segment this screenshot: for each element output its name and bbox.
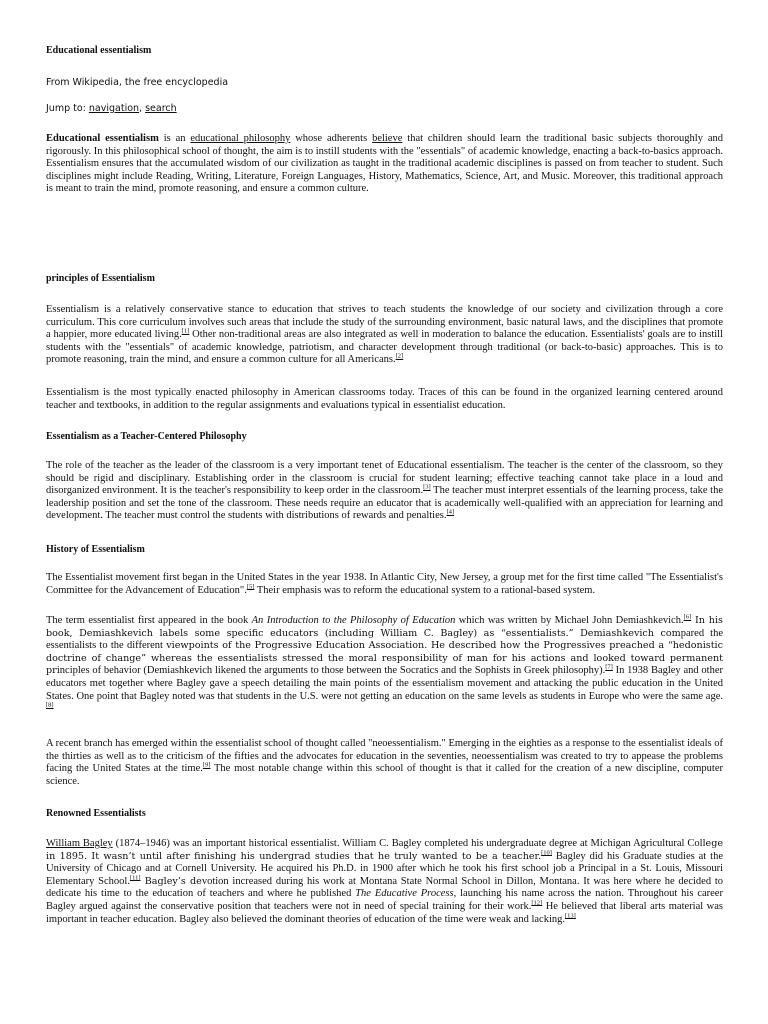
section-heading-teacher-centered: Essentialism as a Teacher-Centered Philosophy — [46, 431, 247, 442]
paragraph-text: In 1938 Bagley and other educators met together where Bagley gave a speech detailing the main points of the essentialism movement and attacking the public education in the United States. One point that Bagley noted was that students in the U.S. were not getting an education on the same levels as students in Europe who were the same age. — [46, 665, 723, 702]
search-link[interactable]: search — [145, 103, 177, 114]
book-title: An Introduction to the Philosophy of Education — [251, 615, 456, 626]
citation-link[interactable]: [10] — [541, 849, 552, 857]
paragraph-text: Their emphasis was to reform the educational system to a rational-based system. — [254, 584, 596, 596]
paragraph-text: The teacher must interpret essentials of the learning process, take the leadership position and set the tone of the classroom. These needs require an educator that is academically well-qualified with an appreciation for learning and development. The teacher must control the students with distributions of rewards and penalties. — [46, 485, 724, 522]
believe-link[interactable]: believe — [372, 133, 403, 144]
section-heading-history: History of Essentialism — [46, 544, 145, 555]
principles-paragraph-2: Essentialism is the most typically enacted philosophy in American classrooms today. Traces of this can be found in the organized learning centered around teacher and textbooks, in addition to the regular assignments and evaluations typical in essentialist education. — [46, 387, 723, 411]
paragraph-text: ege in 1895. It wasn’t until after finishing his undergrad studies that he truly wanted to be a teacher. — [46, 838, 724, 862]
paragraph-text: pared the essentialists to the different — [46, 627, 723, 652]
educational-philosophy-link[interactable]: educational philosophy — [190, 133, 291, 144]
paragraph-text: The Essentialist movement first began in the United States in the year 1938. In Atlantic City, New Jersey, a group met for the first time called "The Essentialist's Committee for the Advancement of Education". — [46, 572, 723, 596]
teacher-paragraph — [46, 460, 723, 523]
intro-paragraph — [46, 133, 723, 196]
paragraph-text: , launching his name across the nation. Throughout his career Bagley argued against the conservative position that teachers were not in need of special training for their work. — [46, 888, 723, 912]
paragraph-text: He believed that liberal arts material was important in teacher education. Bagley also believed the dominant theories of education of the time were weak and lacking. — [46, 900, 723, 925]
paragraph-text: Essentialism is a relatively conservative stance to education that strives to teach students the knowledge of our society and civilization through a core curriculum. This core curriculum involves such areas that include the study of the surrounding environment, basic natural laws, and the disciplines that promote a happier, more educated living. — [46, 304, 723, 341]
citation-link[interactable]: [4] — [446, 508, 455, 516]
paragraph-text: In his book, Demiashkevich labels some specific educators (including William C. Bagley) as “essentialists.” Demiashkevich com — [46, 615, 723, 639]
section-heading-renowned: Renowned Essentialists — [46, 808, 146, 819]
intro-text: whose adherents — [290, 133, 373, 144]
citation-link[interactable]: [7] — [605, 663, 613, 671]
jump-separator: , — [139, 103, 146, 114]
paragraph-text: Bagley did his Graduate studies at the University of Chicago and at Cornell University. He acquired his Ph.D. in 1900 after which he took his first school job a Principal in a St. Louis, Missouri Elementary School. — [46, 850, 723, 887]
citation-link[interactable]: [8] — [46, 701, 54, 709]
paragraph-text: A recent branch has emerged within the essentialist school of thought called "neoessentialism." Emerging in the eighties as a response to the essentialist ideals of the thirties as well as to the criticism of the fifties and the advocates for education in the seventies, neoessentialism was created to try to appease the problems facing the United States at the time. — [46, 738, 723, 775]
citation-link[interactable]: [9] — [202, 761, 211, 769]
section-heading-principles: principles of Essentialism — [46, 273, 155, 284]
citation-link[interactable]: [1] — [181, 327, 190, 335]
principles-paragraph-1 — [46, 304, 723, 367]
navigation-link[interactable]: navigation — [88, 103, 140, 114]
paragraph-text: The term essentialist first appeared in the book — [46, 615, 252, 626]
paragraph-text: Other non-traditional areas are also integrated as well in moderation to balance the education. Essentialists' goals are to instill students with the "essentials" of academic knowledge, patriotism, and character development through traditional (or back-to-basic) approaches. This is to promote reasoning, train the mind, and ensure a common culture for all Americans. — [46, 329, 724, 366]
paragraph-text: The most notable change within this school of thought is that it called for the creation of a new discipline, computer science. — [46, 763, 723, 787]
paragraph-text: nciples of behavior (Demiashkevich likened the arguments to those between the Socratics and the Sophists in Greek philosophy). — [59, 665, 606, 677]
history-paragraph-3 — [46, 738, 723, 788]
citation-link[interactable]: [5] — [246, 583, 255, 591]
citation-link[interactable]: [11] — [129, 874, 141, 882]
citation-link[interactable]: [3] — [423, 483, 431, 491]
citation-link[interactable]: [6] — [683, 613, 692, 621]
paragraph-text: viewpoints of the Progressive Education Association. He described how the Progressives preached a “hedonistic doctrine of change” whereas the essentialists stressed the moral responsibility of man for his actions and looked toward permanent pri — [46, 640, 723, 677]
lead-term: Educational essentialism — [46, 133, 159, 144]
citation-link[interactable]: [13] — [564, 912, 576, 920]
citation-link[interactable]: [12] — [531, 899, 543, 907]
paragraph-text: Bagley’s de — [140, 875, 202, 887]
intro-text: that children should learn the traditional basic subjects thoroughly and rigorously. In this philosophical school of thought, the aim is to instill students with the "essentials" of academic knowledge, enacting a back-to-basics approach. Essentialism ensures that the accumulated wisdom of our civilization as taught in the traditional academic disciplines is passed on from teacher to student. Such disciplines might include Reading, Writing, Literature, Foreign Languages, History, Mathematics, Science, Art, and Music. Moreover, this traditional approach is meant to train the mind, promote reasoning, and ensure a common culture. — [46, 133, 723, 195]
paragraph-text: which was written by Michael John Demiashkevich. — [455, 615, 684, 626]
intro-text: is an — [158, 133, 191, 144]
paragraph-text: votion increased during his work at Montana State Normal School in Dillon, Montana. It was here where he decided to dedicate his time to the education of teachers and where he published — [46, 875, 724, 900]
page-subtitle: From Wikipedia, the free encyclopedia — [46, 77, 229, 88]
history-paragraph-2 — [46, 615, 723, 716]
history-paragraph-1 — [46, 572, 723, 597]
paragraph-text: (1874–1946) was an important historical essentialist. William C. Bagley completed his undergraduate degree at Michigan Agricultural Coll — [112, 838, 706, 849]
jump-prefix: Jump to: — [46, 103, 89, 114]
william-bagley-link[interactable]: William Bagley — [46, 838, 113, 849]
page-title: Educational essentialism — [46, 45, 152, 56]
renowned-paragraph — [46, 838, 723, 926]
book-title: The Educative Process — [355, 888, 454, 900]
paragraph-text: The role of the teacher as the leader of the classroom is a very important tenet of Educational essentialism. The teacher is the center of the classroom, so they should be rigid and disciplinary. Establishing order in the classroom is crucial for student learning; effective teaching cannot take place in a loud and disorganized environment. It is the teacher's responsibility to keep order in the classroom. — [46, 460, 723, 497]
citation-link[interactable]: [2] — [395, 352, 404, 360]
jump-to-line — [46, 103, 723, 115]
